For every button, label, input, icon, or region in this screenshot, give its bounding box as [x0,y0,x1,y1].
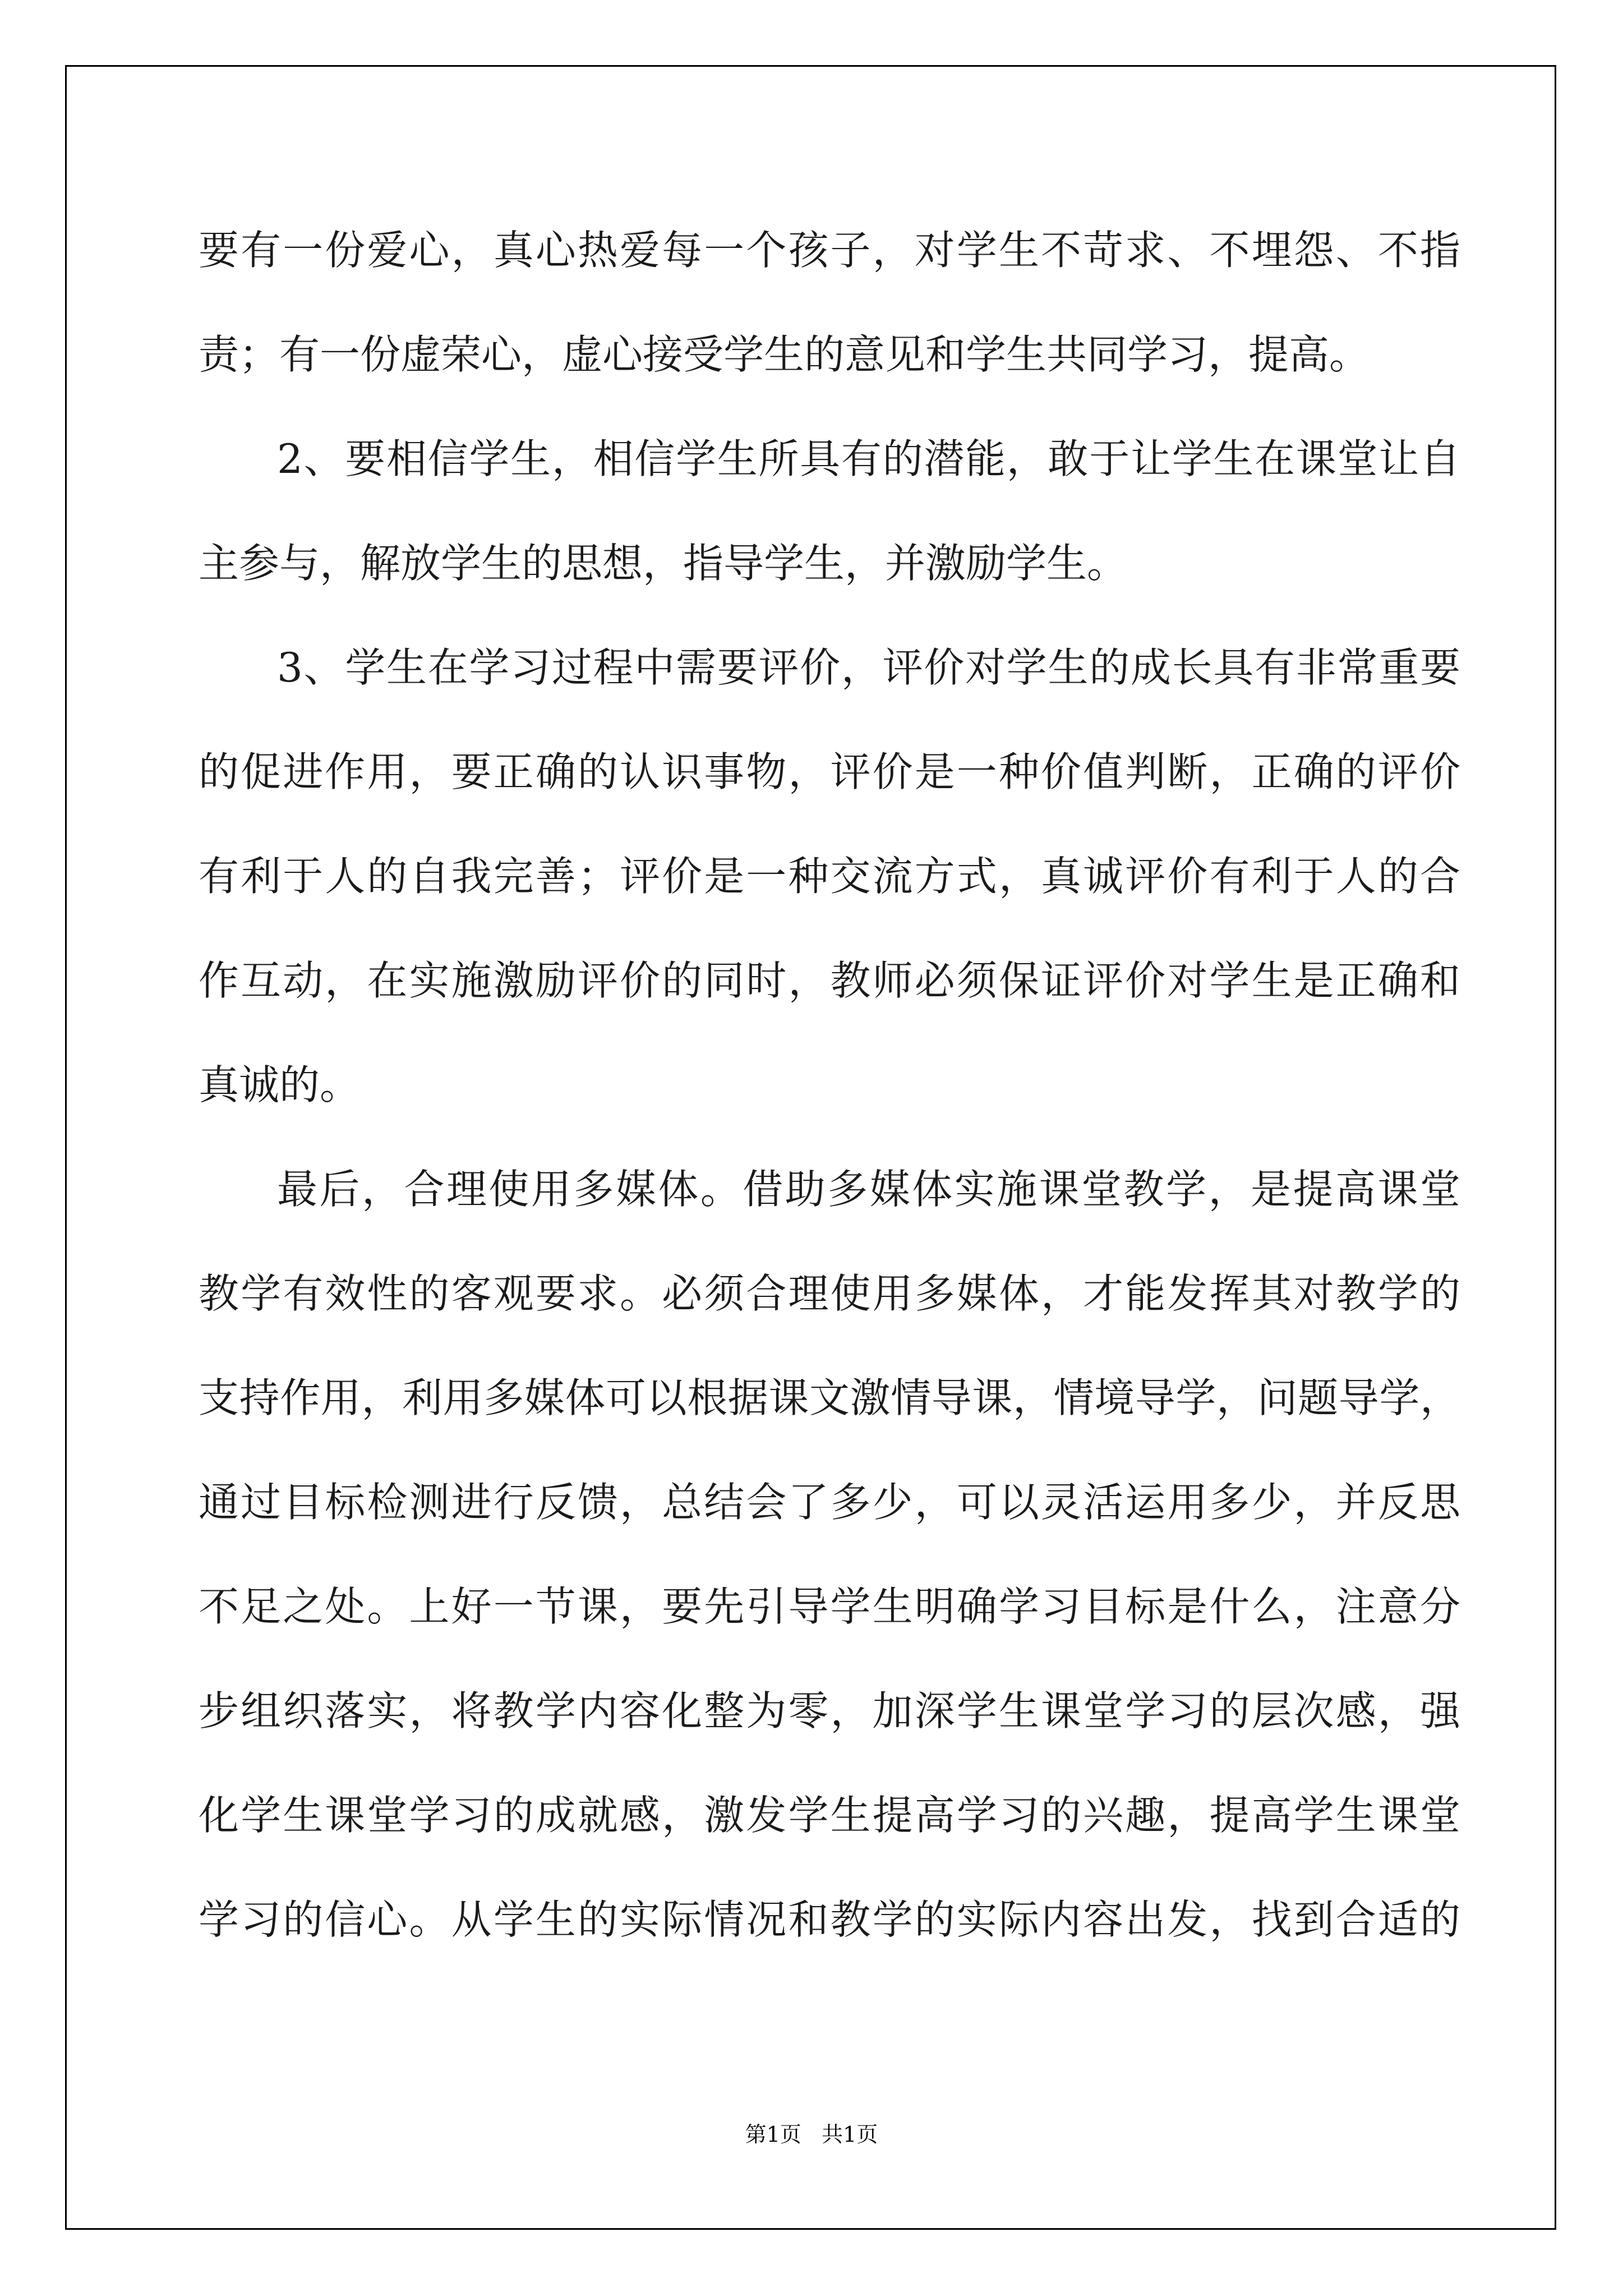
body-text-line-15: 步组织落实，将教学内容化整为零，加深学生课堂学习的层次感，强 [199,1687,1460,1734]
body-text-line-4: 主参与，解放学生的思想，指导学生，并激励学生。 [199,540,1128,587]
body-text-line-13: 通过目标检测进行反馈，总结会了多少，可以灵活运用多少，并反思 [199,1479,1460,1526]
body-text-line-14: 不足之处。上好一节课，要先引导学生明确学习目标是什么，注意分 [199,1583,1460,1630]
body-text-line-2: 责；有一份虚荣心，虚心接受学生的意见和学生共同学习，提高。 [199,331,1370,378]
body-text-line-9: 真诚的。 [199,1061,361,1108]
body-text-line-5: 3、学生在学习过程中需要评价，评价对学生的成长具有非常重要 [277,644,1460,691]
body-text-line-12: 支持作用，利用多媒体可以根据课文激情导课，情境导学，问题导学， [199,1374,1460,1421]
page-number-footer: 第1页 共1页 [745,2122,878,2147]
body-text-line-10: 最后，合理使用多媒体。借助多媒体实施课堂教学，是提高课堂 [277,1166,1460,1213]
body-text-line-3: 2、要相信学生，相信学生所具有的潜能，敢于让学生在课堂让自 [277,435,1460,482]
body-text-line-16: 化学生课堂学习的成就感，激发学生提高学习的兴趣，提高学生课堂 [199,1792,1460,1839]
body-text-line-11: 教学有效性的客观要求。必须合理使用多媒体，才能发挥其对教学的 [199,1270,1460,1317]
body-text-line-17: 学习的信心。从学生的实际情况和教学的实际内容出发，找到合适的 [199,1896,1460,1943]
body-text-line-1: 要有一份爱心，真心热爱每一个孩子，对学生不苛求、不埋怨、不指 [199,227,1460,274]
body-text-line-7: 有利于人的自我完善；评价是一种交流方式，真诚评价有利于人的合 [199,853,1460,900]
body-text-line-6: 的促进作用，要正确的认识事物，评价是一种价值判断，正确的评价 [199,748,1460,795]
body-text-line-8: 作互动，在实施激励评价的同时，教师必须保证评价对学生是正确和 [199,957,1460,1004]
